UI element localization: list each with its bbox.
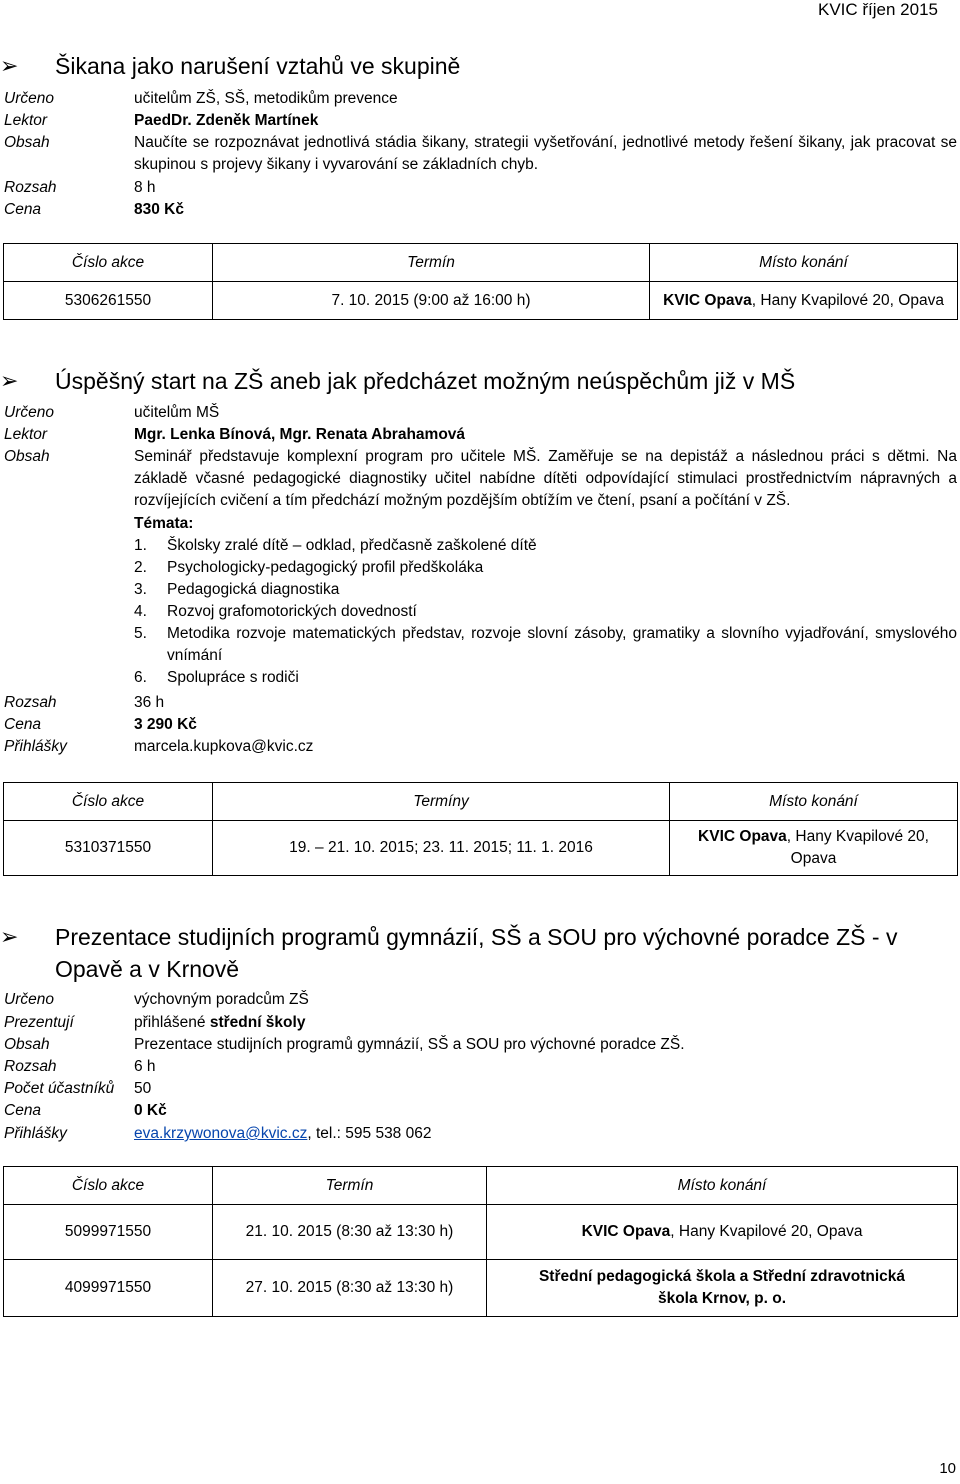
label-lektor: Lektor xyxy=(4,112,48,129)
table-row xyxy=(4,1205,958,1260)
list-item-text: Spolupráce s rodiči xyxy=(167,669,299,686)
course-3-rozsah: 6 h xyxy=(134,1058,156,1075)
label-cena: Cena xyxy=(4,1102,42,1119)
course-3-events-table xyxy=(3,1166,958,1317)
list-item-text: Školsky zralé dítě – odklad, předčasně zaškolené dítě xyxy=(167,537,537,554)
label-urceno: Určeno xyxy=(4,404,54,421)
cell-misto xyxy=(487,1260,958,1317)
course-2-cena-row xyxy=(4,714,957,736)
course-2-prihlasky-email[interactable]: marcela.kupkova@kvic.cz xyxy=(134,738,314,755)
course-1-urceno: učitelům ZŠ, SŠ, metodikům prevence xyxy=(134,90,398,107)
list-item-text: Metodika rozvoje matematických představ, rozvoje slovní zásoby, gramatiky a slovního vyjadřování, smyslového vnímání xyxy=(167,625,957,664)
course-2-lektor-row xyxy=(4,424,957,446)
cell-termin: 27. 10. 2015 (8:30 až 13:30 h) xyxy=(213,1260,487,1317)
course-3-urceno: výchovným poradcům ZŠ xyxy=(134,991,309,1008)
cell-cislo: 4099971550 xyxy=(4,1260,213,1317)
course-2-obsah: Seminář představuje komplexní program pro učitele MŠ. Zaměřuje se na depistáž a následnou práci s dětmi. Na základě včasné pedagogické diagnostiky učitel nabídne dítěti odpovídající stimulaci prostřednictvím nápravných a rozvíjejících cvičení a tím předchází možným pozdějším obtížím ve čtení, psaní a počítání v ZŠ. xyxy=(134,448,957,509)
course-3-rozsah-row xyxy=(4,1056,957,1078)
course-3-prihlasky-row xyxy=(4,1123,957,1145)
course-2-urceno: učitelům MŠ xyxy=(134,404,220,421)
label-prezentuji: Prezentují xyxy=(4,1014,74,1031)
table-header-cislo: Číslo akce xyxy=(4,783,213,821)
course-1-cena: 830 Kč xyxy=(134,201,184,218)
table-row xyxy=(4,1260,958,1317)
arrow-bullet-icon: ➢ xyxy=(0,924,19,949)
table-header-termin: Termín xyxy=(213,1167,487,1205)
list-item-text: Rozvoj grafomotorických dovedností xyxy=(167,603,417,620)
label-cena: Cena xyxy=(4,201,42,218)
course-3-pocet-row xyxy=(4,1078,957,1100)
header-title: KVIC říjen 2015 xyxy=(817,0,938,19)
list-item-number: 3. xyxy=(134,581,147,598)
label-rozsah: Rozsah xyxy=(4,179,57,196)
label-pocet: Počet účastníků xyxy=(4,1080,115,1097)
cell-misto-bold: KVIC Opava xyxy=(663,291,752,309)
cell-misto-bold: KVIC Opava xyxy=(581,1223,671,1240)
course-2-rozsah-row xyxy=(4,692,957,714)
label-obsah: Obsah xyxy=(4,134,50,151)
cell-cislo: 5306261550 xyxy=(4,282,213,320)
cell-cislo: 5310371550 xyxy=(4,821,213,876)
course-2-rozsah: 36 h xyxy=(134,694,165,711)
course-3-prihlasky-email-link[interactable]: eva.krzywonova@kvic.cz xyxy=(134,1125,308,1142)
course-3-title: Prezentace studijních programů gymnázií, SŠ a SOU pro výchovné poradce ZŠ - v Opavě a v Krnově xyxy=(55,924,898,982)
cell-misto-bold: KVIC Opava xyxy=(698,828,787,845)
course-1-title-row xyxy=(0,50,915,82)
cell-misto-rest: , Hany Kvapilové 20, Opava xyxy=(751,291,944,309)
label-rozsah: Rozsah xyxy=(4,1058,57,1075)
course-2-urceno-row xyxy=(4,402,957,424)
label-lektor: Lektor xyxy=(4,426,48,443)
label-rozsah: Rozsah xyxy=(4,694,57,711)
list-item xyxy=(134,667,957,689)
course-3-urceno-row xyxy=(4,989,957,1011)
table-row xyxy=(4,282,958,320)
label-urceno: Určeno xyxy=(4,991,54,1008)
course-3-cena: 0 Kč xyxy=(134,1102,167,1119)
table-header-misto: Místo konání xyxy=(670,783,958,821)
table-header-misto: Místo konání xyxy=(650,244,958,282)
prezentuji-plain: přihlášené xyxy=(134,1014,210,1031)
course-1-obsah: Naučíte se rozpoznávat jednotlivá stádia šikany, strategii vyšetřování, jednotlivé metody řešení šikany, jak pracovat se skupinou s projevy šikany i vyvarování se základních chyb. xyxy=(134,134,957,173)
label-prihlasky: Přihlášky xyxy=(4,738,67,755)
cell-misto-rest: , Hany Kvapilové 20, Opava xyxy=(670,1223,863,1240)
course-2-lektor: Mgr. Lenka Bínová, Mgr. Renata Abrahamová xyxy=(134,426,466,443)
cell-misto-rest: , Hany Kvapilové 20, Opava xyxy=(786,828,929,867)
list-item-number: 1. xyxy=(134,537,147,554)
course-2-title: Úspěšný start na ZŠ aneb jak předcházet možným neúspěchům již v MŠ xyxy=(55,368,796,394)
list-item-number: 6. xyxy=(134,669,147,686)
course-2-obsah-block xyxy=(134,446,957,689)
list-item-number: 2. xyxy=(134,559,147,576)
course-1-rozsah: 8 h xyxy=(134,179,156,196)
course-1-events-table xyxy=(3,243,958,320)
label-prihlasky: Přihlášky xyxy=(4,1125,67,1142)
course-1-rozsah-row xyxy=(4,177,957,199)
label-obsah: Obsah xyxy=(4,448,50,465)
list-item xyxy=(134,623,957,667)
course-3-obsah-row xyxy=(4,1034,957,1056)
course-1-lektor: PaedDr. Zdeněk Martínek xyxy=(134,112,319,129)
list-item-number: 4. xyxy=(134,603,147,620)
course-2-cena: 3 290 Kč xyxy=(134,716,197,733)
course-1-cena-row xyxy=(4,199,957,221)
arrow-bullet-icon: ➢ xyxy=(0,368,19,393)
course-3-obsah: Prezentace studijních programů gymnázií, SŠ a SOU pro výchovné poradce ZŠ. xyxy=(134,1036,685,1053)
list-item-text: Psychologicky-pedagogický profil předškoláka xyxy=(167,559,484,576)
course-2-title-row xyxy=(0,365,915,397)
temata-label: Témata: xyxy=(134,515,194,532)
table-header-row xyxy=(4,783,958,821)
cell-termin: 7. 10. 2015 (9:00 až 16:00 h) xyxy=(213,282,650,320)
course-2-obsah-row xyxy=(4,446,957,689)
course-3-prezentuji xyxy=(134,1012,957,1034)
page-number: 10 xyxy=(939,1460,956,1477)
course-1-urceno-row xyxy=(4,88,957,110)
course-3-prihlasky-tel: , tel.: 595 538 062 xyxy=(307,1125,432,1142)
cell-misto xyxy=(670,821,958,876)
table-row xyxy=(4,821,958,876)
table-header-cislo: Číslo akce xyxy=(4,244,213,282)
label-cena: Cena xyxy=(4,716,42,733)
cell-cislo: 5099971550 xyxy=(4,1205,213,1260)
prezentuji-bold: střední školy xyxy=(209,1014,306,1031)
list-item xyxy=(134,579,957,601)
course-2-events-table xyxy=(3,782,958,876)
list-item xyxy=(134,535,957,557)
cell-misto xyxy=(650,282,958,320)
course-3-prihlasky xyxy=(134,1123,957,1145)
list-item-text: Pedagogická diagnostika xyxy=(167,581,340,598)
list-item-number: 5. xyxy=(134,625,147,642)
course-3-cena-row xyxy=(4,1100,957,1122)
label-urceno: Určeno xyxy=(4,90,54,107)
course-2-prihlasky-row xyxy=(4,736,957,758)
table-header-misto: Místo konání xyxy=(487,1167,958,1205)
arrow-bullet-icon: ➢ xyxy=(0,53,19,78)
table-header-termin: Termíny xyxy=(213,783,670,821)
label-obsah: Obsah xyxy=(4,1036,50,1053)
course-3-prezentuji-row xyxy=(4,1012,957,1034)
course-3-title-row xyxy=(0,921,915,985)
table-header-row xyxy=(4,1167,958,1205)
course-1-lektor-row xyxy=(4,110,957,132)
list-item xyxy=(134,601,957,623)
course-1-title: Šikana jako narušení vztahů ve skupině xyxy=(55,53,461,79)
course-1-obsah-row xyxy=(4,132,957,176)
cell-misto xyxy=(487,1205,958,1260)
table-header-termin: Termín xyxy=(213,244,650,282)
cell-termin: 21. 10. 2015 (8:30 až 13:30 h) xyxy=(213,1205,487,1260)
table-header-cislo: Číslo akce xyxy=(4,1167,213,1205)
table-header-row xyxy=(4,244,958,282)
cell-termin: 19. – 21. 10. 2015; 23. 11. 2015; 11. 1. 2016 xyxy=(213,821,670,876)
temata-list xyxy=(134,535,957,689)
list-item xyxy=(134,557,957,579)
cell-misto-bold: Střední pedagogická škola a Střední zdravotnická škola Krnov, p. o. xyxy=(538,1268,906,1307)
course-3-pocet: 50 xyxy=(134,1080,152,1097)
